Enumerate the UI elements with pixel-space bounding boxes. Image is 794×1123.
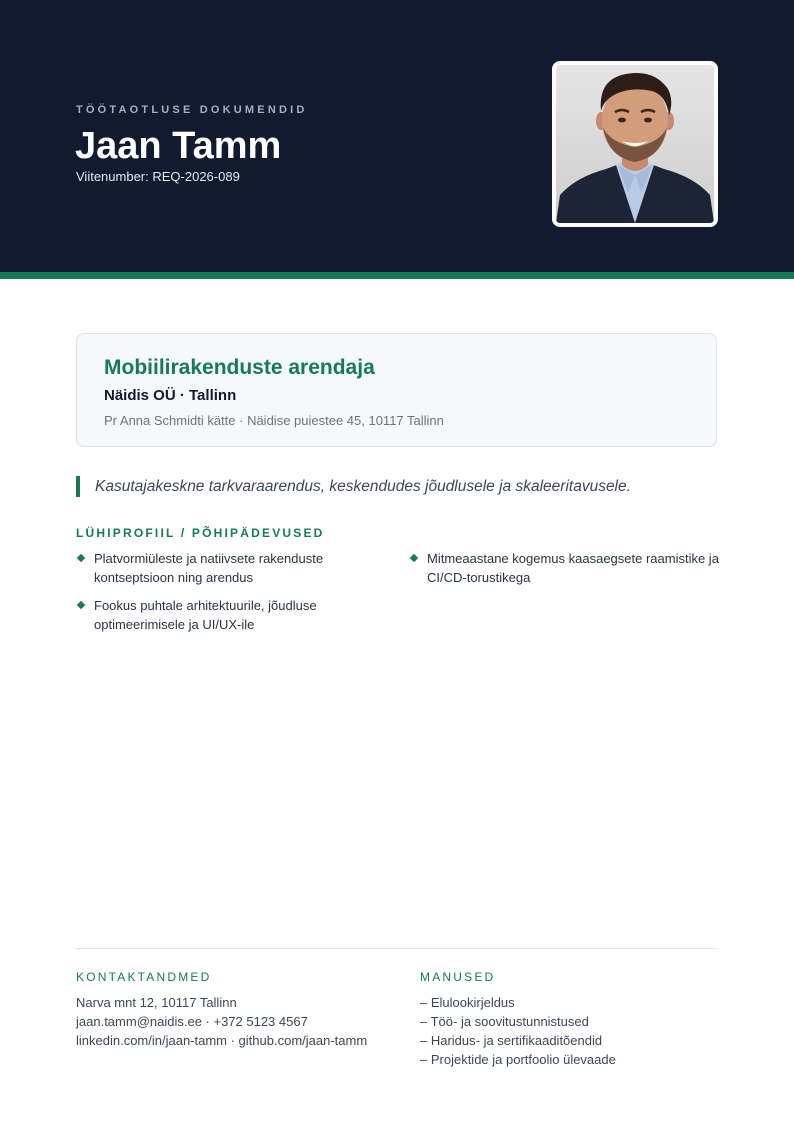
attachment-item: – Haridus- ja sertifikaaditõendid xyxy=(420,1033,603,1048)
position-card xyxy=(76,333,717,447)
reference-number: Viitenumber: REQ-2026-089 xyxy=(76,169,240,184)
footer-divider xyxy=(76,948,717,949)
attachment-item: – Töö- ja soovitustunnistused xyxy=(420,1014,589,1029)
contact-profiles: linkedin.com/in/jaan-tamm · github.com/jaan-tamm xyxy=(76,1033,368,1048)
contact-email-phone: jaan.tamm@naidis.ee · +372 5123 4567 xyxy=(76,1014,308,1029)
contact-address: Narva mnt 12, 10117 Tallinn xyxy=(76,995,237,1010)
attachment-item: – Projektide ja portfoolio ülevaade xyxy=(420,1052,616,1067)
company-name: Näidis OÜ · Tallinn xyxy=(104,387,237,404)
bullet-diamond-icon xyxy=(77,554,85,562)
bullet-diamond-icon xyxy=(410,554,418,562)
contact-section-title: KONTAKTANDMED xyxy=(76,970,212,984)
position-title: Mobiilirakenduste arendaja xyxy=(104,356,375,379)
profile-section-title: LÜHIPROFIIL / PÕHIPÄDEVUSED xyxy=(76,526,325,540)
header-accent-stripe xyxy=(0,272,794,279)
applicant-name: Jaan Tamm xyxy=(75,125,282,167)
list-item-text: Fookus puhtale arhitektuurile, jõudluse optimeerimisele ja UI/UX-ile xyxy=(94,598,317,632)
applicant-photo xyxy=(552,61,718,227)
recipient-address: Pr Anna Schmidti kätte · Näidise puiestee 45, 10117 Tallinn xyxy=(104,413,444,428)
tagline-accent-bar xyxy=(76,476,80,497)
competency-list xyxy=(76,549,717,649)
list-item-text: Mitmeaastane kogemus kaasaegsete raamistike ja CI/CD-torustikega xyxy=(427,551,719,585)
document-header xyxy=(0,0,794,272)
attachment-item: – Elulookirjeldus xyxy=(420,995,515,1010)
bullet-diamond-icon xyxy=(77,601,85,609)
tagline: Kasutajakeskne tarkvaraarendus, keskendudes jõudlusele ja skaleeritavusele. xyxy=(95,478,631,495)
list-item-text: Platvormiüleste ja natiivsete rakenduste kontseptsioon ning arendus xyxy=(94,551,324,585)
document-eyebrow: TÖÖTAOTLUSE DOKUMENDID xyxy=(76,104,308,116)
attachments-section-title: MANUSED xyxy=(420,970,496,984)
